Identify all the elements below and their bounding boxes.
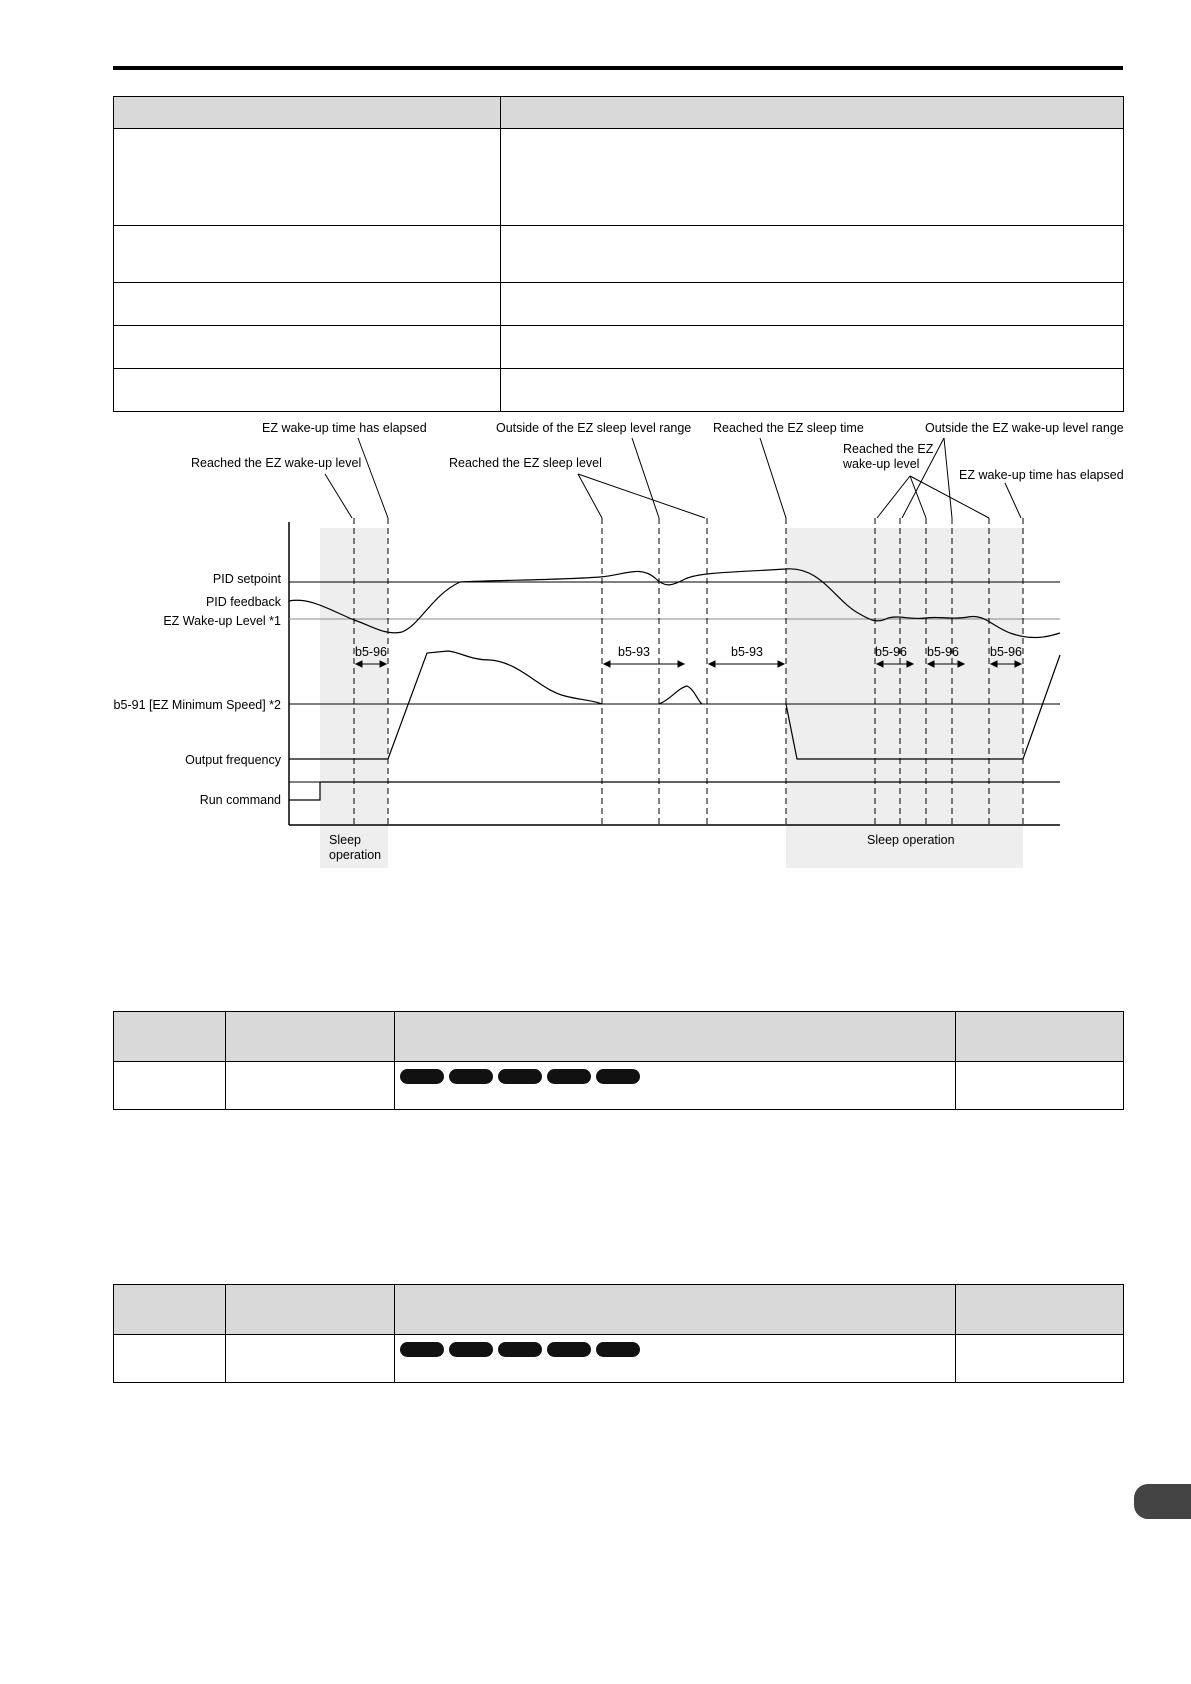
table-row xyxy=(114,1062,1124,1110)
label-output-frequency: Output frequency xyxy=(185,753,281,767)
label-run-command: Run command xyxy=(199,793,281,807)
label-ez-wakeup-level: EZ Wake-up Level *1 xyxy=(163,614,281,628)
interval-label: b5-96 xyxy=(875,645,907,659)
callout-reached-wakeup-level: Reached the EZ wake-up level xyxy=(191,456,362,470)
interval-label: b5-96 xyxy=(355,645,387,659)
callout-outside-sleep-range: Outside of the EZ sleep level range xyxy=(496,421,692,435)
access-level-badges xyxy=(395,1335,956,1383)
interval-label: b5-96 xyxy=(990,645,1022,659)
interval-label: b5-96 xyxy=(927,645,959,659)
sleep-operation-label-1b: operation xyxy=(329,848,382,862)
sleep-region-2 xyxy=(786,528,1023,868)
callout-wakeup-time-elapsed: EZ wake-up time has elapsed xyxy=(262,421,427,435)
label-pid-feedback: PID feedback xyxy=(205,595,281,609)
table-row xyxy=(114,1335,1124,1383)
callout-outside-wakeup-range: Outside the EZ wake-up level range xyxy=(925,421,1124,435)
sleep-operation-label-1: Sleep xyxy=(329,833,361,847)
chapter-tab xyxy=(1134,1484,1191,1519)
label-ez-min-speed: b5-91 [EZ Minimum Speed] *2 xyxy=(113,698,281,712)
callout-reached-sleep-level: Reached the EZ sleep level xyxy=(449,456,602,470)
interval-label: b5-93 xyxy=(731,645,763,659)
parameter-table-2 xyxy=(113,1284,1124,1383)
label-pid-setpoint: PID setpoint xyxy=(212,572,281,586)
access-level-badges xyxy=(395,1062,956,1110)
callout-wakeup-time-elapsed-2: EZ wake-up time has elapsed xyxy=(959,468,1124,482)
interval-label: b5-93 xyxy=(618,645,650,659)
callout-reached-wakeup-level-2: Reached the EZ xyxy=(843,442,934,456)
parameter-table-1 xyxy=(113,1011,1124,1110)
callout-reached-sleep-time: Reached the EZ sleep time xyxy=(713,421,864,435)
sleep-operation-label-2: Sleep operation xyxy=(867,833,955,847)
callout-reached-wakeup-level-2b: wake-up level xyxy=(843,457,920,471)
